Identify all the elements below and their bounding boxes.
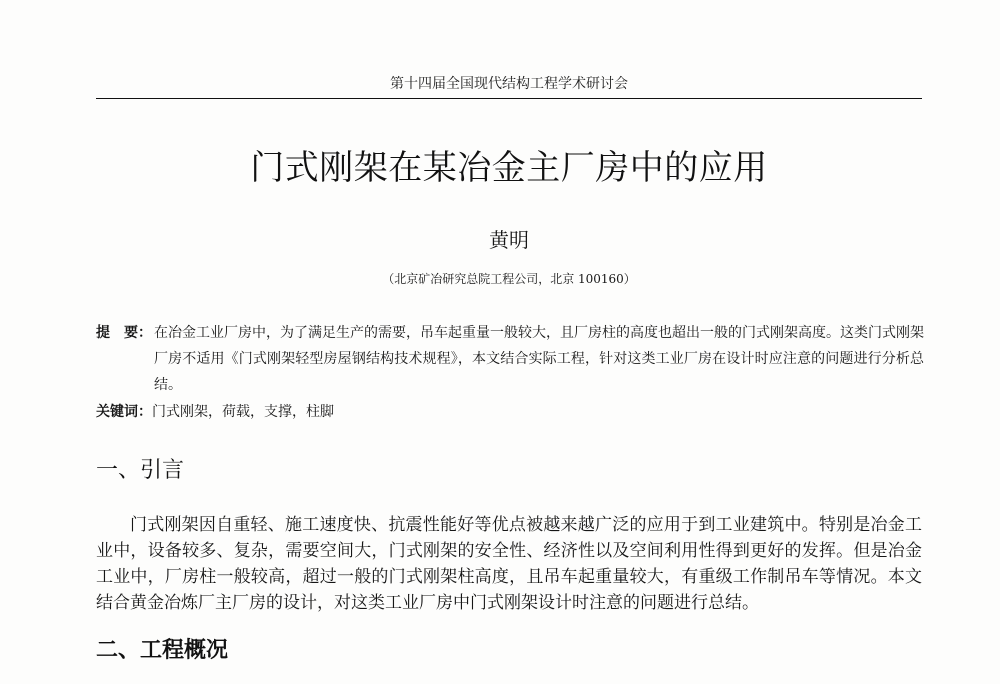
- keywords-label: 关键词：: [96, 404, 152, 420]
- keywords-text: 门式刚架，荷载，支撑，柱脚: [152, 404, 334, 420]
- keywords-block: [96, 400, 922, 424]
- section-heading-introduction: 一、引言: [96, 458, 185, 483]
- abstract-text: 在冶金工业厂房中，为了满足生产的需要，吊车起重量一般较大，且厂房柱的高度也超出一般的门式刚架高度。这类门式刚架厂房不适用《门式刚架轻型房屋钢结构技术规程》，本文结合实际工程，针对这类工业厂房在设计时应注意的问题进行分析总结。: [154, 325, 924, 393]
- author-name: 黄明: [489, 228, 529, 252]
- paper-title: 门式刚架在某冶金主厂房中的应用: [250, 148, 768, 188]
- author-affiliation: （北京矿冶研究总院工程公司，北京 100160）: [382, 272, 636, 286]
- section-heading-project-overview: 二、工程概况: [96, 638, 229, 663]
- introduction-paragraph: 门式刚架因自重轻、施工速度快、抗震性能好等优点被越来越广泛的应用于到工业建筑中。特别是冶金工业中，设备较多、复杂，需要空间大，门式刚架的安全性、经济性以及空间利用性得到更好的发挥。但是冶金工业中，厂房柱一般较高，超过一般的门式刚架柱高度，且吊车起重量较大，有重级工作制吊车等情况。本文结合黄金冶炼厂主厂房的设计，对这类工业厂房中门式刚架设计时注意的问题进行总结。: [96, 515, 922, 613]
- header-rule: [96, 98, 922, 99]
- abstract-label: 提 要：: [96, 325, 152, 341]
- abstract-block: [96, 320, 924, 398]
- running-head: 第十四届全国现代结构工程学术研讨会: [390, 76, 628, 92]
